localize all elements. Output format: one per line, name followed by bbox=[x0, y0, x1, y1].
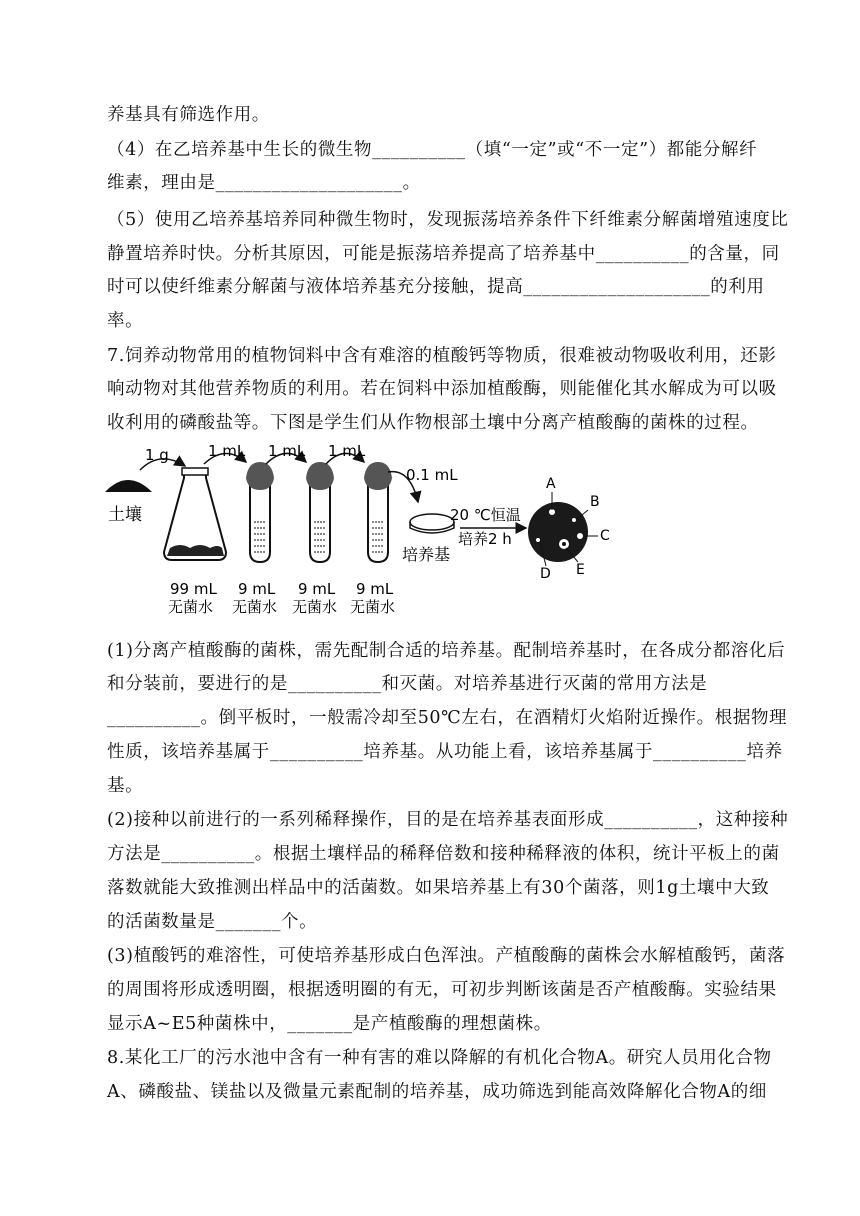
arrow-4-label: 1 mL bbox=[328, 442, 366, 460]
text-line: 静置培养时快。分析其原因，可能是振荡培养提高了培养基中__________的含量，同 bbox=[107, 244, 780, 264]
text-line: 收利用的磷酸盐等。下图是学生们从作物根部土壤中分离产植酸酶的菌株的过程。 bbox=[107, 413, 759, 433]
tube-2-water-label: 无菌水 bbox=[292, 598, 338, 616]
text-line: (3)植酸钙的难溶性，可使培养基形成白色浑浊。产植酸酶的菌株会水解植酸钙，菌落 bbox=[107, 946, 786, 966]
isolation-process-figure bbox=[100, 440, 620, 620]
text-line: (2)接种以前进行的一系列稀释操作，目的是在培养基表面形成__________，这种接种 bbox=[107, 810, 789, 830]
colony-d-label: D bbox=[540, 566, 551, 582]
colony-e-label: E bbox=[576, 562, 585, 578]
tube-3-water-label: 无菌水 bbox=[350, 598, 396, 616]
test-tube-2 bbox=[306, 462, 334, 562]
text-line: __________。倒平板时，一般需冷却至50℃左右，在酒精灯火焰附近操作。根据物理 bbox=[107, 708, 788, 728]
arrow-1-label: 1 g bbox=[145, 446, 169, 464]
soil-mound bbox=[105, 480, 152, 492]
arrow-2-label: 1 mL bbox=[208, 442, 246, 460]
test-tube-3 bbox=[364, 462, 392, 562]
text-line: A、磷酸盐、镁盐以及微量元素配制的培养基，成功筛选到能高效降解化合物A的细 bbox=[107, 1082, 767, 1102]
text-line: (1)分离产植酸酶的菌株，需先配制合适的培养基。配制培养基时，在各成分都溶化后 bbox=[107, 641, 786, 661]
colony-b-label: B bbox=[590, 494, 600, 510]
text-line: 养基具有筛选作用。 bbox=[107, 105, 270, 125]
text-line: 基。 bbox=[107, 776, 144, 796]
text-line: 时可以使纤维素分解菌与液体培养基充分接触，提高____________________的利用 bbox=[107, 277, 765, 297]
text-line: 响动物对其他营养物质的利用。若在饲料中添加植酸酶，则能催化其水解成为可以吸 bbox=[107, 379, 777, 399]
question-8-line: 8.某化工厂的污水池中含有一种有害的难以降解的有机化合物A。研究人员用化合物 bbox=[107, 1048, 772, 1068]
text-line: 的周围将形成透明圈，根据透明圈的有无，可初步判断该菌是否产植酸酶。实验结果 bbox=[107, 980, 777, 1000]
colony-c-label: C bbox=[600, 528, 610, 544]
incubate-bottom-label: 培养2 h bbox=[458, 530, 512, 548]
question-7-line: 7.饲养动物常用的植物饲料中含有难溶的植酸钙等物质，很难被动物吸收利用，还影 bbox=[107, 346, 777, 366]
test-tube-1 bbox=[246, 462, 274, 562]
colony-a-label: A bbox=[546, 476, 556, 492]
tube-3-volume-label: 9 mL bbox=[356, 580, 394, 598]
text-line: 落数就能大致推测出样品中的活菌数。如果培养基上有30个菌落，则1g土壤中大致 bbox=[107, 878, 770, 898]
plate-label: 培养基 bbox=[402, 545, 451, 564]
arrow-5-label: 0.1 mL bbox=[406, 466, 458, 484]
text-line: 率。 bbox=[107, 311, 144, 331]
text-line: 性质，该培养基属于__________培养基。从功能上看，该培养基属于__________培养 bbox=[107, 742, 783, 762]
text-line: 的活菌数量是_______个。 bbox=[107, 912, 318, 932]
flask bbox=[164, 468, 226, 560]
text-line: （5）使用乙培养基培养同种微生物时，发现振荡培养条件下纤维素分解菌增殖速度比 bbox=[107, 210, 789, 230]
text-line: 维素，理由是____________________。 bbox=[107, 173, 421, 193]
text-line: 和分装前，要进行的是__________和灭菌。对培养基进行灭菌的常用方法是 bbox=[107, 674, 708, 694]
text-line: 方法是__________。根据土壤样品的稀释倍数和接种稀释液的体积，统计平板上的菌 bbox=[107, 844, 780, 864]
tube-1-volume-label: 9 mL bbox=[238, 580, 276, 598]
text-line: （4）在乙培养基中生长的微生物__________（填“一定”或“不一定”）都能分解纤 bbox=[107, 140, 758, 160]
text-line: 显示A~E5种菌株中，_______是产植酸酶的理想菌株。 bbox=[107, 1014, 552, 1034]
arrow-3-label: 1 mL bbox=[268, 442, 306, 460]
incubate-top-label: 20 ℃恒温 bbox=[450, 506, 521, 524]
flask-volume-label: 99 mL bbox=[170, 580, 217, 598]
tube-2-volume-label: 9 mL bbox=[298, 580, 336, 598]
flask-water-label: 无菌水 bbox=[168, 598, 214, 616]
tube-1-water-label: 无菌水 bbox=[232, 598, 278, 616]
result-plate bbox=[528, 502, 588, 562]
culture-plate bbox=[410, 514, 454, 533]
soil-label: 土壤 bbox=[108, 505, 142, 525]
